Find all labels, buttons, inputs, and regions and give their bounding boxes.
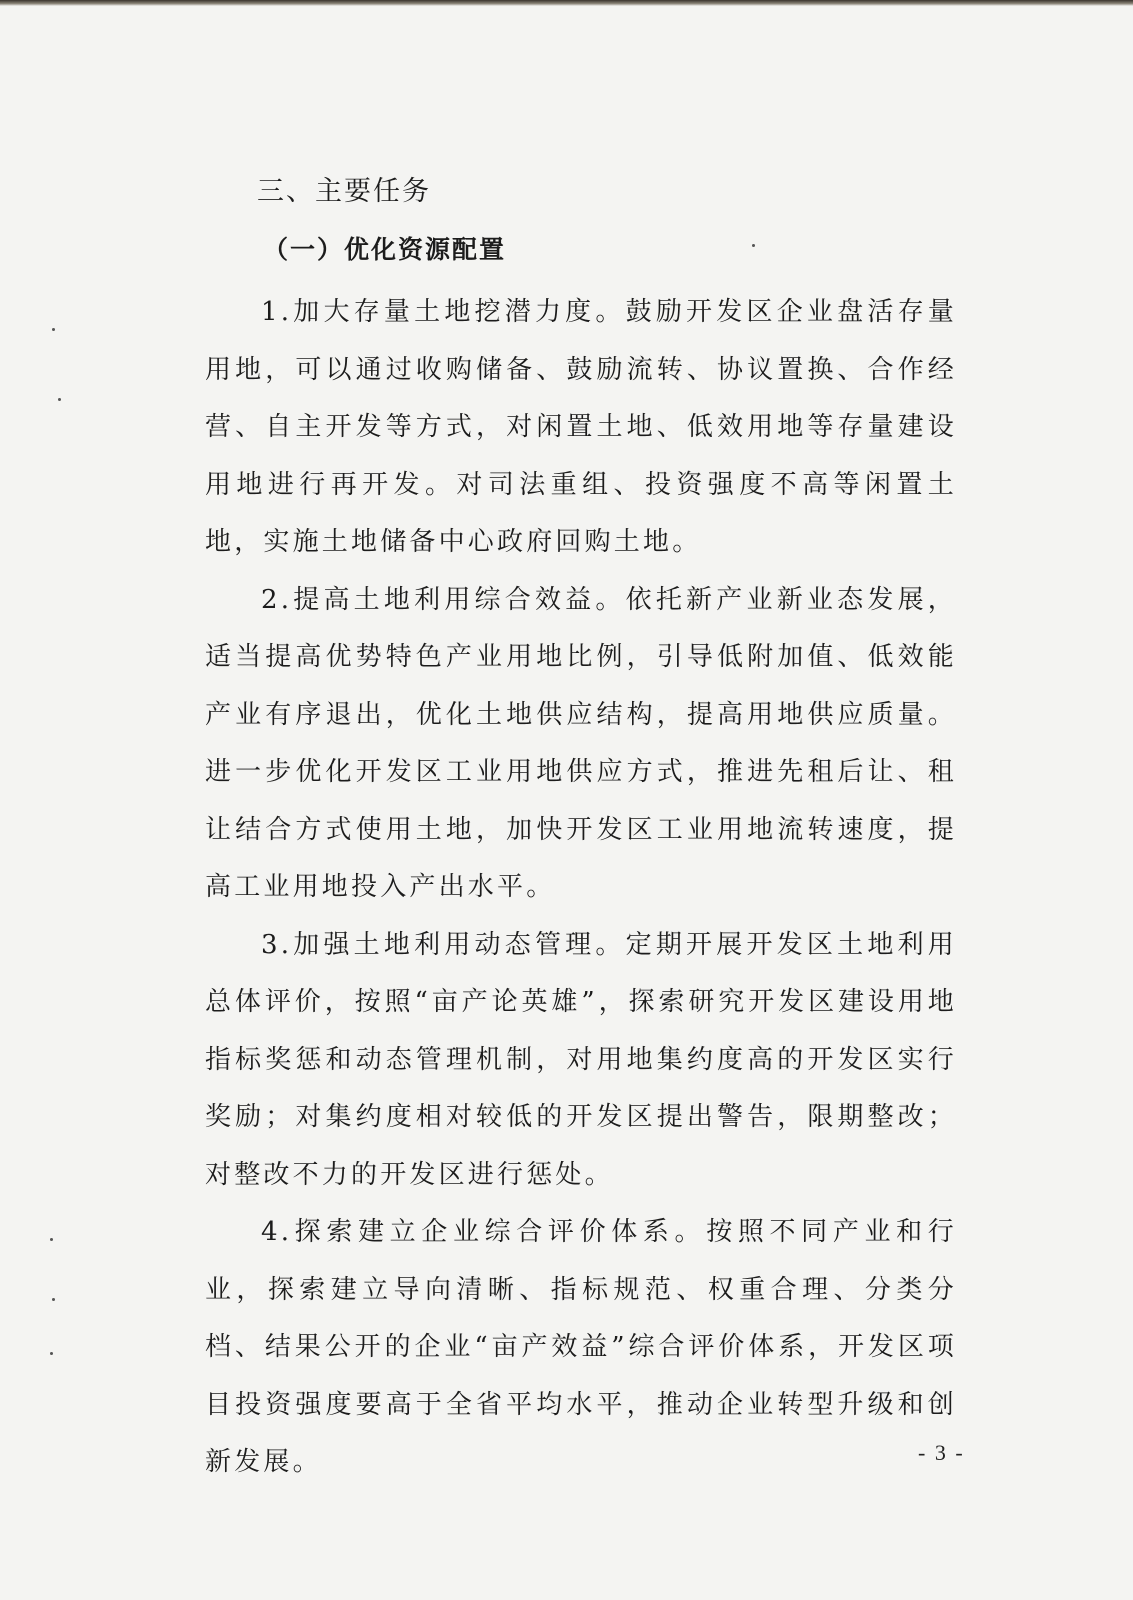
- scan-top-edge: [0, 0, 1133, 6]
- paragraph-4: 4.探索建立企业综合评价体系。按照不同产业和行业，探索建立导向清晰、指标规范、权重合理、分类分档、结果公开的企业“亩产效益”综合评价体系，开发区项目投资强度要高于全省平均水平，推动企业转型升级和创新发展。: [205, 1217, 957, 1477]
- scan-speck: [58, 398, 61, 401]
- paragraph-1: 1.加大存量土地挖潜力度。鼓励开发区企业盘活存量用地，可以通过收购储备、鼓励流转、协议置换、合作经营、自主开发等方式，对闲置土地、低效用地等存量建设用地进行再开发。对司法重组、投资强度不高等闲置土地，实施土地储备中心政府回购土地。: [205, 297, 957, 557]
- subsection-heading: （一）优化资源配置: [263, 235, 507, 264]
- scan-speck: [52, 328, 55, 331]
- scan-speck: [50, 1352, 53, 1355]
- section-heading: 三、主要任务: [257, 176, 431, 207]
- page-number: - 3 -: [918, 1440, 965, 1465]
- scan-speck: [50, 1238, 53, 1241]
- paragraph-2: 2.提高土地利用综合效益。依托新产业新业态发展，适当提高优势特色产业用地比例，引导低附加值、低效能产业有序退出，优化土地供应结构，提高用地供应质量。进一步优化开发区工业用地供应方式，推进先租后让、租让结合方式使用土地，加快开发区工业用地流转速度，提高工业用地投入产出水平。: [205, 584, 957, 902]
- document-body: [205, 170, 957, 1492]
- scan-speck: [52, 1298, 55, 1301]
- paragraph-3: 3.加强土地利用动态管理。定期开展开发区土地利用总体评价，按照“亩产论英雄”，探索研究开发区建设用地指标奖惩和动态管理机制，对用地集约度高的开发区实行奖励；对集约度相对较低的开发区提出警告，限期整改；对整改不力的开发区进行惩处。: [205, 929, 957, 1190]
